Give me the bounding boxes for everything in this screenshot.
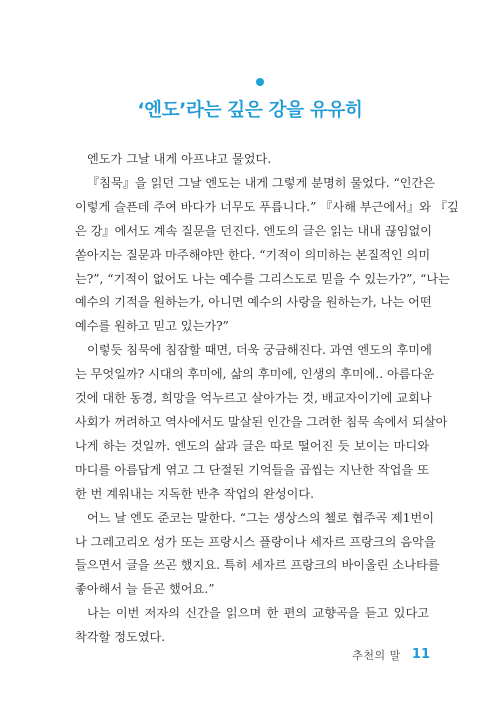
text-line: 은 강』에서도 계속 질문을 던진다. 엔도의 글은 읽는 내내 끊임없이	[75, 223, 433, 238]
text-line: 『침묵』을 읽던 그날 엔도는 내게 그렇게 분명히 물었다. “인간은	[87, 175, 436, 190]
text-line: 엔도가 그날 내게 아프냐고 물었다.	[87, 152, 272, 166]
text-line: 는 무엇일까? 시대의 후미에, 삶의 후미에, 인생의 후미에.. 아름다운	[75, 367, 435, 382]
paragraph-4	[75, 507, 440, 603]
text-line: 사회가 꺼려하고 역사에서도 말살된 인간을 그려한 침묵 속에서 되살아	[75, 414, 448, 429]
section-title: ‘엔도’라는 깊은 강을 유유히	[137, 100, 363, 121]
paragraph-5	[75, 602, 429, 650]
text-line: 쏟아지는 질문과 마주해야만 한다. “기적이 의미하는 본질적인 의미	[75, 247, 431, 262]
text-line: 이렇듯 침묵에 침잠할 때면, 더욱 궁금해진다. 과연 엔도의 후미에	[87, 343, 432, 358]
body-text	[75, 148, 459, 650]
text-line: 나는 이번 저자의 신간을 읽으며 한 편의 교향곡을 듣고 있다고	[87, 606, 429, 621]
text-line: 이렇게 슬픈데 주여 바다가 너무도 푸릅니다.” 『사해 부근에서』와 『깊	[75, 199, 459, 214]
text-line: 한 번 계워내는 지독한 반추 작업의 완성이다.	[75, 486, 315, 501]
text-line: 좋아해서 늘 듣곤 했어요.”	[75, 582, 215, 597]
text-line: 착각할 정도였다.	[75, 630, 166, 645]
paragraph-1	[75, 148, 429, 172]
text-line: 것에 대한 동경, 희망을 억누르고 살아가는 것, 배교자이기에 교회나	[75, 391, 432, 406]
text-line: 는?”, “기적이 없어도 나는 예수를 그리스도로 믿을 수 있는가?”, “나는	[75, 271, 450, 286]
paragraph-3	[75, 339, 448, 506]
text-line: 어느 날 엔도 준코는 말한다. “그는 생상스의 첼로 협주곡 제1번이	[87, 510, 435, 525]
text-line: 나게 하는 것일까. 엔도의 삶과 글은 따로 떨어진 듯 보이는 마디와	[75, 438, 429, 453]
page-number: 11	[411, 647, 430, 662]
text-line: 마디를 아름답게 엮고 그 단절된 기억들을 곱씹는 지난한 작업을 또	[75, 462, 429, 477]
page-footer	[352, 644, 430, 663]
accent-dot-ornament	[256, 78, 264, 86]
text-line: 들으면서 글을 쓰곤 했지요. 특히 세자르 프랑크의 바이올린 소나타를	[75, 558, 440, 573]
paragraph-2	[75, 172, 459, 339]
text-line: 예수를 원하고 믿고 있는가?”	[75, 319, 229, 334]
section-label: 추천의 말	[352, 648, 401, 662]
text-line: 나 그레고리오 성가 또는 프랑시스 플랑이나 세자르 프랑크의 음악을	[75, 534, 436, 549]
text-line: 예수의 기적을 원하는가, 아니면 예수의 사랑을 원하는가, 나는 어떤	[75, 295, 432, 310]
